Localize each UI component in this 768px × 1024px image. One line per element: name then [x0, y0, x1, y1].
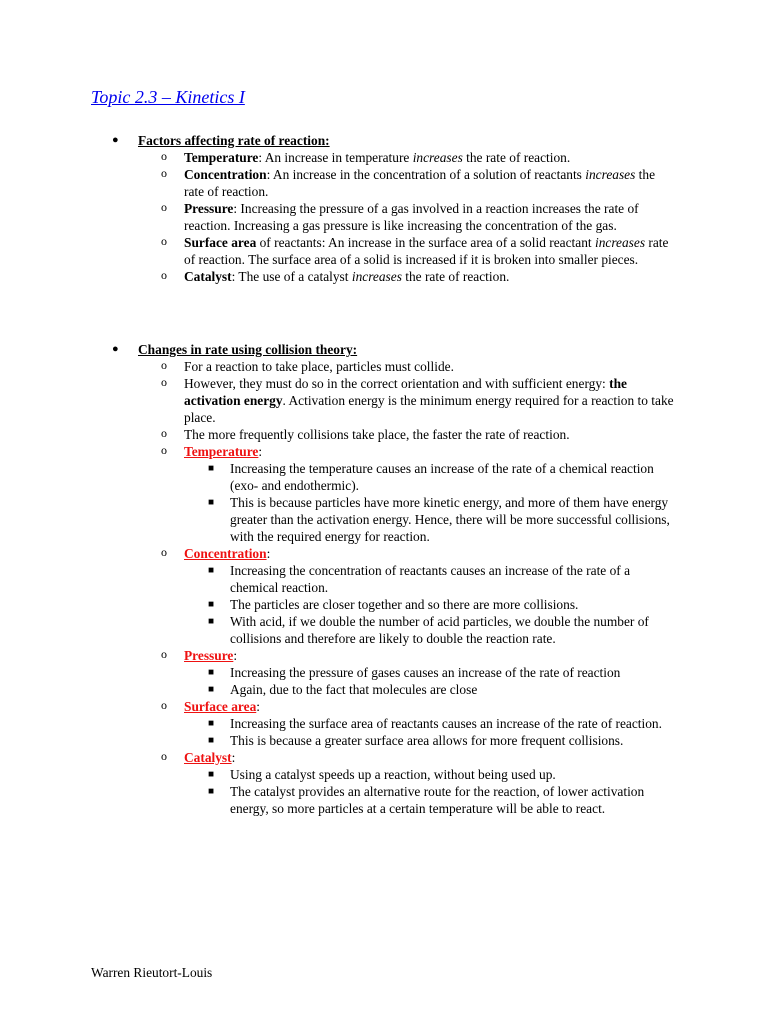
factor-text-tail: the rate of reaction. [401, 269, 510, 284]
factor-item-concentration [112, 166, 676, 200]
circle-bullet-icon: o [161, 234, 167, 248]
circle-bullet-icon: o [161, 268, 167, 282]
section-heading-collision [112, 341, 712, 358]
square-bullet-icon: ■ [208, 599, 215, 610]
section-heading-text: Changes in rate using collision theory: [138, 342, 358, 357]
section-collision-theory [112, 341, 712, 817]
collision-intro-item [112, 375, 676, 426]
circle-bullet-icon: o [161, 443, 167, 457]
circle-bullet-icon: o [161, 149, 167, 163]
factor-emphasis: increases [594, 235, 646, 250]
subtopic-concentration: o Concentration: [161, 545, 271, 561]
square-bullet-icon: ■ [208, 667, 215, 678]
factor-item-temperature [112, 149, 676, 166]
factor-term: Concentration [184, 167, 267, 182]
circle-bullet-icon: o [161, 375, 167, 389]
section-heading-text: Factors affecting rate of reaction: [138, 133, 330, 148]
section-factors [112, 132, 712, 285]
page-title: Topic 2.3 – Kinetics I [91, 87, 245, 107]
factor-text-tail: rate of reaction. The surface area of a solid is increased if it is broken into smaller pieces. [184, 235, 669, 267]
point-text: Increasing the surface area of reactants causes an increase of the rate of reaction. [230, 716, 662, 731]
factor-text: : An increase in temperature [258, 150, 413, 165]
activation-energy-term: the activation energy [184, 376, 627, 408]
collision-list [112, 358, 712, 817]
factor-item-pressure [112, 200, 676, 234]
point-item [184, 732, 676, 749]
square-bullet-icon: ■ [208, 497, 215, 508]
point-text: Increasing the temperature causes an increase of the rate of a chemical reaction (exo- and endothermic). [230, 461, 654, 493]
subtopic-label: Temperature [184, 444, 259, 459]
subtopic-label: Surface area [184, 699, 257, 714]
bullet-icon: ● [112, 134, 119, 146]
square-bullet-icon: ■ [208, 565, 215, 576]
subtopic-surface-area: o Surface area: [161, 698, 260, 714]
circle-bullet-icon: o [161, 358, 167, 372]
factor-term: Surface area [184, 235, 257, 250]
factor-text: : The use of a catalyst [231, 269, 352, 284]
subtopic-label: Catalyst [184, 750, 232, 765]
factor-term: Pressure [184, 201, 234, 216]
factor-text: of reactants: An increase in the surface area of a solid reactant [256, 235, 595, 250]
factor-text: : Increasing the pressure of a gas involved in a reaction increases the rate of reaction. Increasing a gas pressure is like increasing the concentration of the gas. [184, 201, 639, 233]
factor-emphasis: increases [351, 269, 402, 284]
square-bullet-icon: ■ [208, 463, 215, 474]
subtopic-points [112, 766, 712, 817]
author-footer: Warren Rieutort-Louis [91, 965, 213, 980]
factor-emphasis: increases [585, 167, 636, 182]
circle-bullet-icon: o [161, 200, 167, 214]
factor-term: Temperature [184, 150, 259, 165]
factor-emphasis: increases [412, 150, 463, 165]
collision-intro-text: For a reaction to take place, particles must collide. [184, 359, 454, 374]
subtopic-label: Pressure [184, 648, 234, 663]
point-item [184, 715, 676, 732]
factor-term: Catalyst [184, 269, 232, 284]
square-bullet-icon: ■ [208, 718, 215, 729]
subtopic-pressure: o Pressure: [161, 647, 238, 663]
subtopic-catalyst: o Catalyst: [161, 749, 236, 765]
point-text: Again, due to the fact that molecules are close [230, 682, 478, 697]
point-text: With acid, if we double the number of acid particles, we double the number of collisions and therefore are likely to double the reaction rate. [230, 614, 649, 646]
subtopic-points [112, 715, 712, 749]
point-item [184, 613, 676, 647]
subtopic-label: Concentration [184, 546, 267, 561]
factor-text-tail: the rate of reaction. [184, 167, 656, 199]
circle-bullet-icon: o [161, 426, 167, 440]
factors-list [112, 149, 712, 285]
point-text: Increasing the pressure of gases causes an increase of the rate of reaction [230, 665, 621, 680]
point-item [184, 783, 676, 817]
collision-intro-text: The more frequently collisions take place, the faster the rate of reaction. [184, 427, 570, 442]
point-text: Using a catalyst speeds up a reaction, without being used up. [230, 767, 556, 782]
collision-intro-text: However, they must do so in the correct orientation and with sufficient energy: [184, 376, 610, 391]
factor-item-catalyst [112, 268, 676, 285]
subtopic-points [112, 664, 712, 698]
point-item [184, 664, 676, 681]
collision-intro-item [112, 426, 676, 443]
collision-intro-item [112, 358, 676, 375]
circle-bullet-icon: o [161, 749, 167, 763]
subtopic-temperature: o Temperature: [161, 443, 263, 459]
circle-bullet-icon: o [161, 647, 167, 661]
square-bullet-icon: ■ [208, 735, 215, 746]
point-item [184, 494, 676, 545]
subtopic-points [112, 562, 712, 647]
square-bullet-icon: ■ [208, 786, 215, 797]
point-item [184, 596, 676, 613]
point-item [184, 460, 676, 494]
square-bullet-icon: ■ [208, 616, 215, 627]
point-item [184, 766, 676, 783]
point-text: Increasing the concentration of reactants causes an increase of the rate of a chemical reaction. [230, 563, 631, 595]
point-text: This is because particles have more kinetic energy, and more of them have energy greater than the activation energy. Hence, there will be more successful collisions, with the required energy for reaction. [230, 495, 670, 544]
circle-bullet-icon: o [161, 545, 167, 559]
collision-intro-text: . Activation energy is the minimum energy required for a reaction to take place. [184, 393, 674, 425]
circle-bullet-icon: o [161, 166, 167, 180]
bullet-icon: ● [112, 343, 119, 355]
square-bullet-icon: ■ [208, 769, 215, 780]
point-text: This is because a greater surface area allows for more frequent collisions. [230, 733, 624, 748]
subtopic-points [112, 460, 712, 545]
factor-item-surface-area [112, 234, 676, 268]
factor-text-tail: the rate of reaction. [462, 150, 571, 165]
point-item [184, 681, 676, 698]
point-item [184, 562, 676, 596]
square-bullet-icon: ■ [208, 684, 215, 695]
factor-text: : An increase in the concentration of a solution of reactants [266, 167, 586, 182]
point-text: The particles are closer together and so there are more collisions. [230, 597, 579, 612]
section-heading-factors [112, 132, 712, 149]
point-text: The catalyst provides an alternative route for the reaction, of lower activation energy, so more particles at a certain temperature will be able to react. [230, 784, 645, 816]
circle-bullet-icon: o [161, 698, 167, 712]
